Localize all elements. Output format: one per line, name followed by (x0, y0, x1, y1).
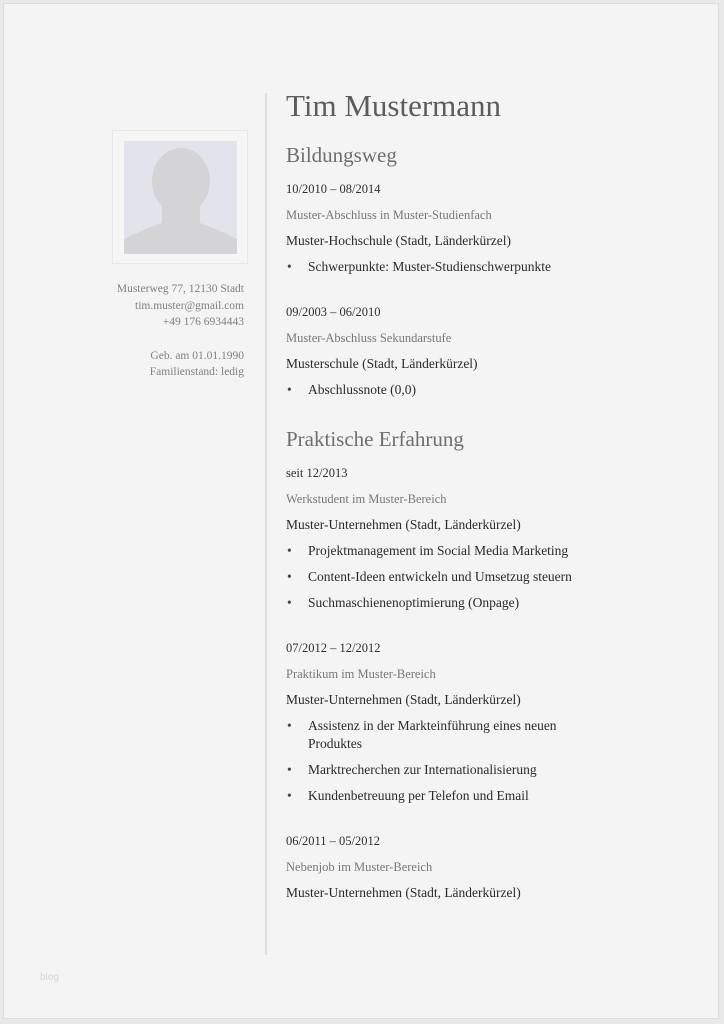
entry-org: Muster-Unternehmen (Stadt, Länderkürzel) (286, 692, 521, 707)
bullet-item: • Marktrecherchen zur Internationalisierung (286, 761, 586, 779)
experience-entry (286, 639, 706, 805)
entry-role: Werkstudent im Muster-Bereich (286, 492, 447, 506)
education-entry (286, 303, 706, 399)
entry-date: 07/2012 – 12/2012 (286, 641, 381, 655)
cv-page (3, 3, 719, 1019)
watermark: blog (40, 972, 59, 983)
email: tim.muster@gmail.com (135, 299, 244, 312)
vertical-divider (265, 93, 267, 955)
entry-bullets (286, 381, 706, 399)
entry-role: Muster-Abschluss Sekundarstufe (286, 331, 452, 345)
entry-org: Muster-Hochschule (Stadt, Länderkürzel) (286, 233, 512, 248)
entry-role: Praktikum im Muster-Bereich (286, 667, 436, 681)
person-name: Tim Mustermann (286, 88, 502, 123)
bullet-item: • Kundenbetreuung per Telefon und Email (286, 787, 586, 805)
entry-date: 10/2010 – 08/2014 (286, 182, 381, 196)
photo-frame (112, 130, 248, 264)
entry-date: seit 12/2013 (286, 466, 348, 480)
entry-role: Nebenjob im Muster-Bereich (286, 860, 433, 874)
bullet-item: • Suchmaschienenoptimierung (Onpage) (286, 594, 706, 612)
birth-date: Geb. am 01.01.1990 (150, 349, 244, 362)
section-title-experience: Praktische Erfahrung (286, 427, 464, 451)
bullet-item: • Projektmanagement im Social Media Marketing (286, 542, 706, 560)
marital-status: Familienstand: ledig (149, 366, 244, 378)
phone: +49 176 6934443 (162, 316, 244, 328)
bullet-item: • Schwerpunkte: Muster-Studienschwerpunkte (286, 258, 706, 276)
main-content (286, 85, 706, 902)
contact-info (44, 281, 244, 381)
experience-entry (286, 832, 706, 902)
section-title-education: Bildungsweg (286, 143, 397, 167)
entry-org: Muster-Unternehmen (Stadt, Länderkürzel) (286, 885, 521, 900)
entry-org: Muster-Unternehmen (Stadt, Länderkürzel) (286, 517, 521, 532)
entry-bullets (286, 717, 586, 805)
entry-date: 06/2011 – 05/2012 (286, 834, 380, 848)
bullet-item: • Assistenz in der Markteinführung eines neuen Produktes (286, 717, 586, 753)
bullet-item: • Content-Ideen entwickeln und Umsetzug steuern (286, 568, 706, 586)
bullet-item: • Abschlussnote (0,0) (286, 381, 706, 399)
education-entry (286, 180, 706, 276)
entry-date: 09/2003 – 06/2010 (286, 305, 381, 319)
entry-role: Muster-Abschluss in Muster-Studienfach (286, 208, 492, 222)
person-silhouette-icon (124, 141, 237, 254)
experience-entry (286, 464, 706, 612)
entry-org: Musterschule (Stadt, Länderkürzel) (286, 356, 478, 371)
entry-bullets (286, 258, 706, 276)
address: Musterweg 77, 12130 Stadt (116, 283, 244, 295)
entry-bullets (286, 542, 706, 612)
